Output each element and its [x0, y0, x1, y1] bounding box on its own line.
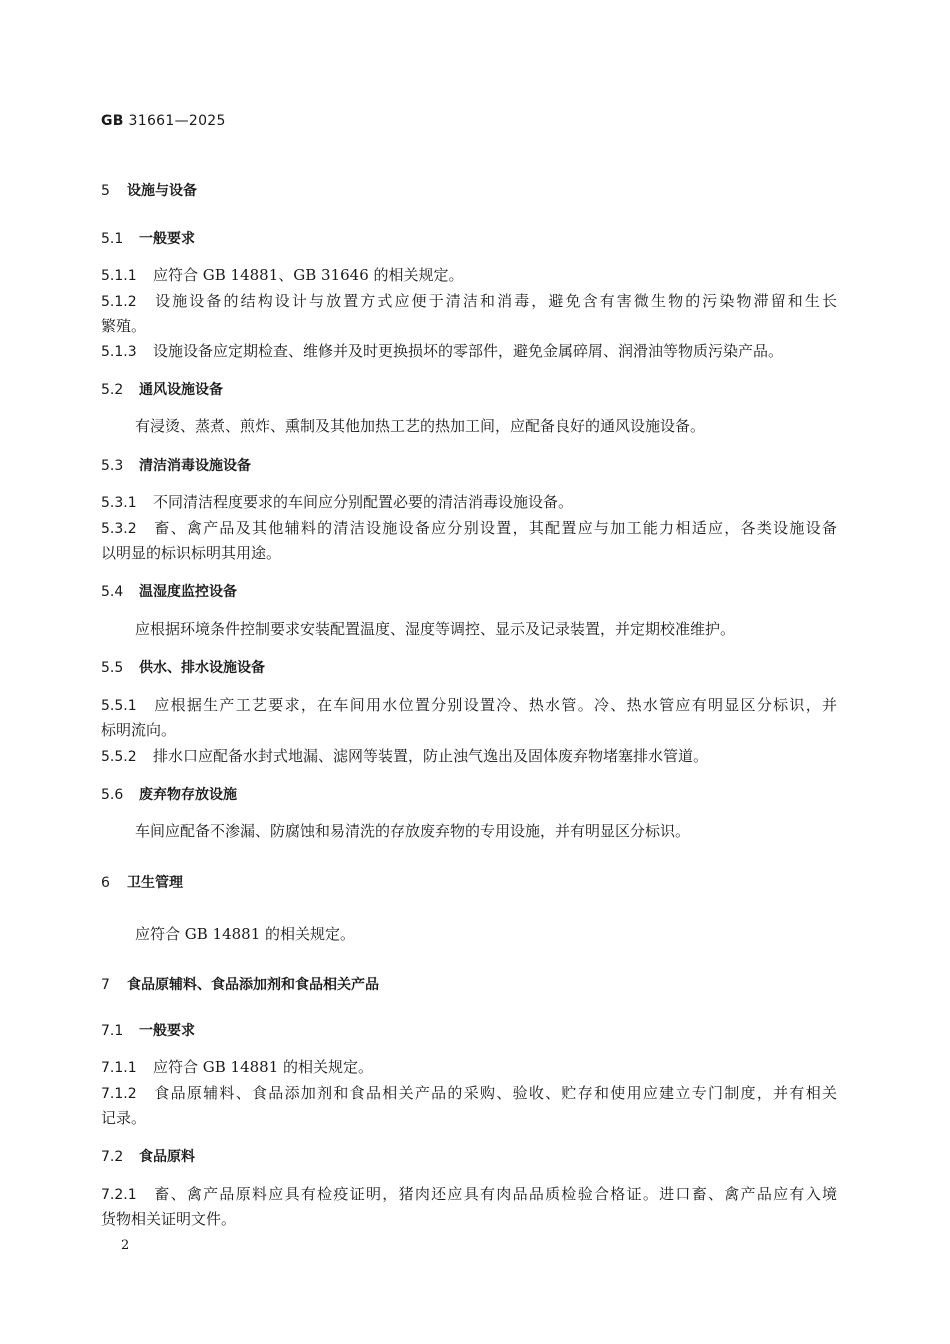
section-5-5-heading: 5.5 供水、排水设施设备	[101, 660, 265, 676]
document-header	[101, 113, 226, 129]
section-6-heading: 6 卫生管理	[101, 875, 183, 891]
clause-5-1-3: 5.1.3 设施设备应定期检查、维修并及时更换损坏的零部件，避免金属碎屑、润滑油等物质污染产品。	[101, 342, 784, 360]
section-5-2-heading: 5.2 通风设施设备	[101, 382, 223, 398]
clause-7-1-2-line1: 7.1.2 食品原辅料、食品添加剂和食品相关产品的采购、验收、贮存和使用应建立专门制度，并有相关	[101, 1084, 837, 1102]
section-5-6-paragraph: 车间应配备不渗漏、防腐蚀和易清洗的存放废弃物的专用设施，并有明显区分标识。	[135, 822, 691, 840]
clause-5-5-1-line1: 5.5.1 应根据生产工艺要求，在车间用水位置分别设置冷、热水管。冷、热水管应有明显区分标识，并	[101, 696, 837, 714]
section-5-2-paragraph: 有浸烫、蒸煮、煎炸、熏制及其他加热工艺的热加工间，应配备良好的通风设施设备。	[135, 417, 706, 435]
standard-prefix: GB	[101, 113, 124, 129]
section-5-3-heading: 5.3 清洁消毒设施设备	[101, 458, 251, 474]
section-5-1-heading: 5.1 一般要求	[101, 231, 195, 247]
section-5-4-paragraph: 应根据环境条件控制要求安装配置温度、湿度等调控、显示及记录装置，并定期校准维护。	[135, 620, 736, 638]
standard-code: 31661—2025	[128, 113, 226, 129]
clause-5-1-2-line2: 繁殖。	[101, 317, 147, 335]
section-7-heading: 7 食品原辅料、食品添加剂和食品相关产品	[101, 977, 379, 993]
section-7-2-heading: 7.2 食品原料	[101, 1149, 195, 1165]
clause-7-1-2-line2: 记录。	[101, 1109, 147, 1127]
clause-7-1-1: 7.1.1 应符合 GB 14881 的相关规定。	[101, 1058, 374, 1076]
section-5-4-heading: 5.4 温湿度监控设备	[101, 584, 237, 600]
page-number: 2	[121, 1238, 130, 1253]
section-5-6-heading: 5.6 废弃物存放设施	[101, 787, 237, 803]
clause-7-2-1-line1: 7.2.1 畜、禽产品原料应具有检疫证明，猪肉还应具有肉品品质检验合格证。进口畜、禽产品应有入境	[101, 1185, 837, 1203]
clause-5-3-2-line1: 5.3.2 畜、禽产品及其他辅料的清洁设施设备应分别设置，其配置应与加工能力相适应，各类设施设备	[101, 519, 837, 537]
clause-5-1-1: 5.1.1 应符合 GB 14881、GB 31646 的相关规定。	[101, 266, 464, 284]
clause-5-3-1: 5.3.1 不同清洁程度要求的车间应分别配置必要的清洁消毒设施设备。	[101, 493, 574, 511]
section-6-paragraph: 应符合 GB 14881 的相关规定。	[135, 925, 356, 943]
clause-5-5-1-line2: 标明流向。	[101, 721, 177, 739]
clause-5-3-2-line2: 以明显的标识标明其用途。	[101, 544, 282, 562]
section-7-1-heading: 7.1 一般要求	[101, 1023, 195, 1039]
clause-5-5-2: 5.5.2 排水口应配备水封式地漏、滤网等装置，防止浊气逸出及固体废弃物堵塞排水管道。	[101, 747, 709, 765]
clause-7-2-1-line2: 货物相关证明文件。	[101, 1210, 237, 1228]
clause-5-1-2-line1: 5.1.2 设施设备的结构设计与放置方式应便于清洁和消毒，避免含有害微生物的污染物滞留和生长	[101, 292, 837, 310]
section-5-heading: 5 设施与设备	[101, 183, 197, 199]
